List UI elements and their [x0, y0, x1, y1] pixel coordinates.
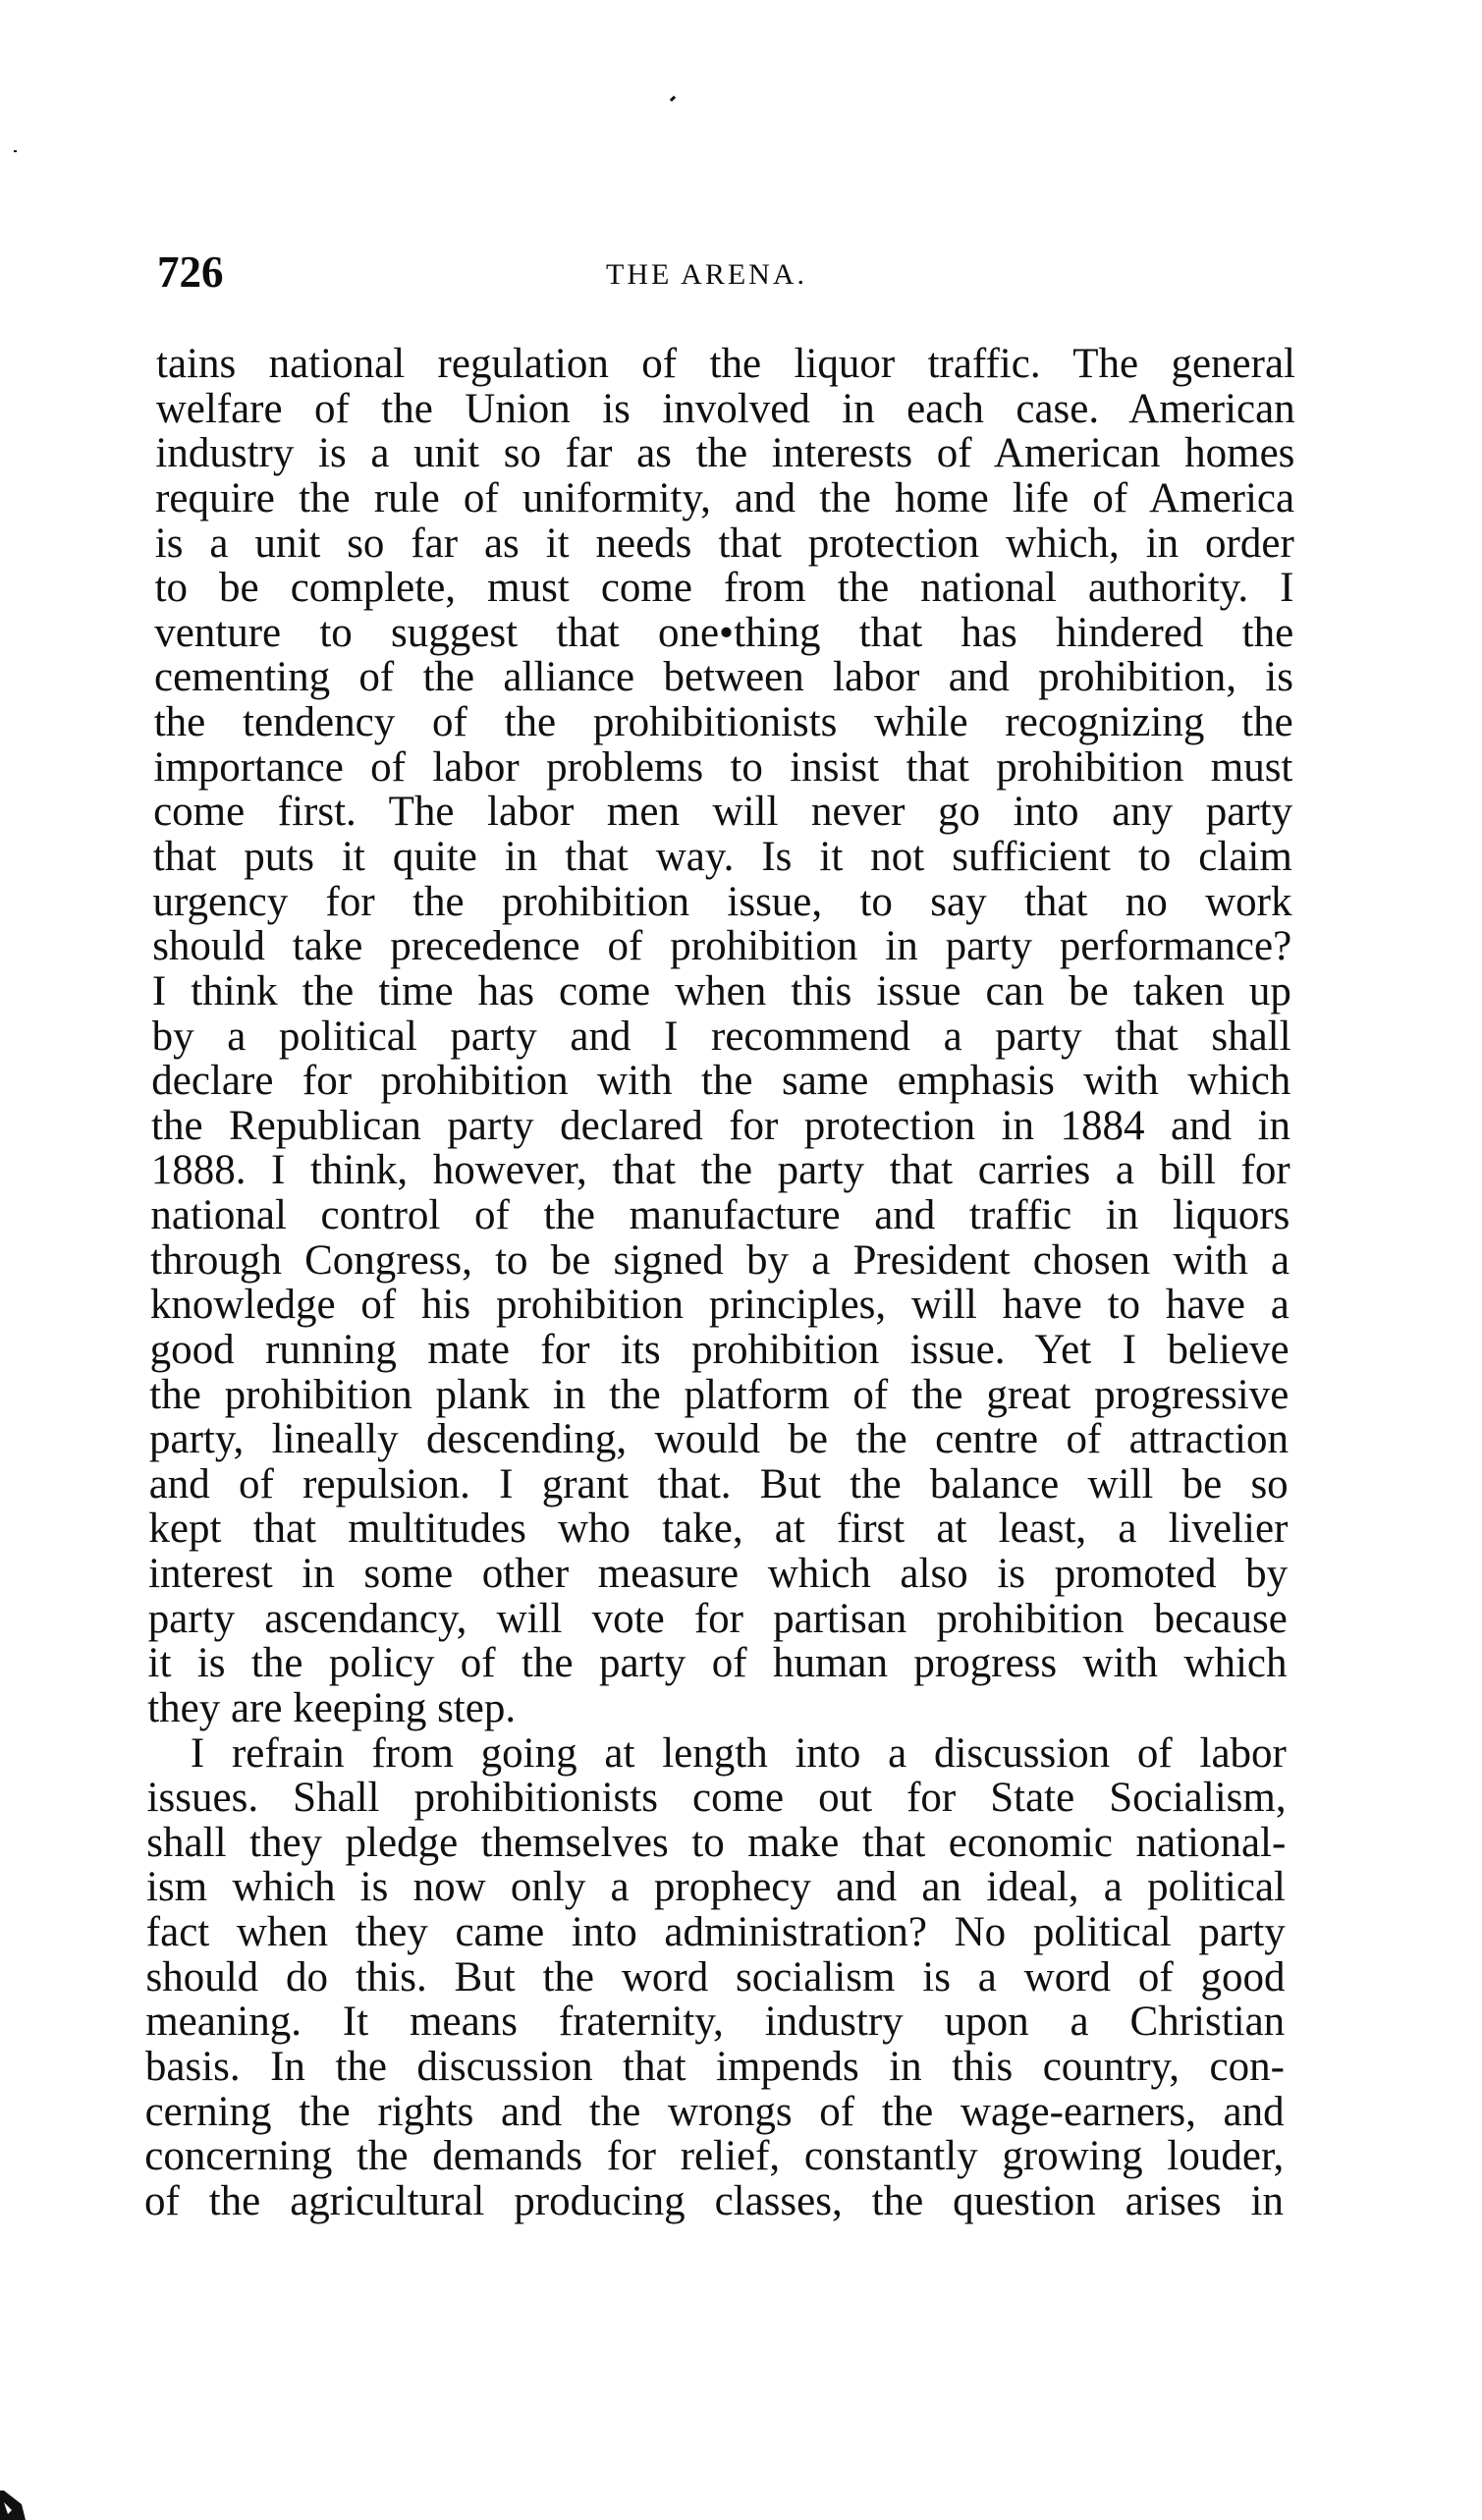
text-line: industry is a unit so far as the interests of American homes [155, 431, 1295, 477]
text-line: and of repulsion. I grant that. But the balance will be so [148, 1461, 1289, 1507]
text-line: through Congress, to be signed by a President chosen with a [150, 1237, 1290, 1284]
text-line: it is the policy of the party of human progress with which [147, 1641, 1288, 1687]
text-line: meaning. It means fraternity, industry upon a Christian [145, 2000, 1286, 2046]
text-line: tains national regulation of the liquor traffic. The general [156, 342, 1295, 387]
text-line: come first. The labor men will never go into any party [153, 790, 1293, 836]
text-line: basis. In the discussion that impends in this country, con- [144, 2044, 1285, 2090]
text-line: by a political party and I recommend a party that shall [151, 1013, 1291, 1060]
text-line: should take precedence of prohibition in party performance? [152, 924, 1292, 970]
text-line: to be complete, must come from the national authority. I [154, 566, 1294, 612]
text-line: concerning the demands for relief, constantly growing louder, [144, 2134, 1285, 2180]
text-line: welfare of the Union is involved in each case. American [155, 386, 1295, 432]
text-line: national control of the manufacture and traffic in liquors [150, 1193, 1290, 1238]
text-line: urgency for the prohibition issue, to say that no work [152, 879, 1292, 925]
text-line: venture to suggest that one•thing that has hindered the [154, 610, 1294, 656]
text-line: importance of labor problems to insist that prohibition must [153, 744, 1293, 791]
text-line: the prohibition plank in the platform of the great progressive [149, 1372, 1290, 1418]
text-line: party, lineally descending, would be the centre of attraction [149, 1417, 1289, 1463]
text-line: of the agricultural producing classes, the question arises in [144, 2178, 1284, 2224]
text-line: declare for prohibition with the same emphasis with which [151, 1059, 1291, 1105]
text-line: I think the time has come when this issue can be taken up [151, 968, 1291, 1014]
page-number: 726 [157, 247, 224, 297]
text-line: require the rule of uniformity, and the home life of America [155, 475, 1295, 521]
text-line: the Republican party declared for protection in 1884 and in [151, 1103, 1290, 1149]
text-line: fact when they came into administration? No political party [145, 1910, 1286, 1956]
text-line: knowledge of his prohibition principles, will have to have a [149, 1283, 1290, 1329]
text-line: cementing of the alliance between labor and prohibition, is [154, 655, 1293, 701]
text-line: is a unit so far as it needs that protection which, in order [154, 520, 1294, 567]
text-line: the tendency of the prohibitionists while recognizing the [153, 700, 1293, 745]
text-line: ism which is now only a prophecy and an ideal, a political [146, 1865, 1286, 1911]
text-line: should do this. But the word socialism is a word of good [145, 1954, 1286, 2000]
text-line: I refrain from going at length into a discussion of labor [190, 1730, 1287, 1777]
text-line: shall they pledge themselves to make that economic national- [146, 1820, 1287, 1866]
text-line: cerning the rights and the wrongs of the wage-earners, and [144, 2089, 1285, 2135]
text-line: kept that multitudes who take, at first at least, a livelier [148, 1507, 1289, 1553]
text-line: 1888. I think, however, that the party that carries a bill for [150, 1148, 1290, 1194]
scan-corner-artifact-icon [0, 2491, 26, 2520]
running-title: THE ARENA. [606, 258, 807, 291]
text-line: that puts it quite in that way. Is it not sufficient to claim [152, 834, 1292, 880]
text-line: they are keeping step. [147, 1685, 517, 1731]
text-line: issues. Shall prohibitionists come out for State Socialism, [146, 1776, 1287, 1822]
text-line: party ascendancy, will vote for partisan prohibition because [147, 1596, 1288, 1642]
text-line: good running mate for its prohibition issue. Yet I believe [149, 1327, 1290, 1373]
text-line: interest in some other measure which also is promoted by [148, 1552, 1289, 1597]
